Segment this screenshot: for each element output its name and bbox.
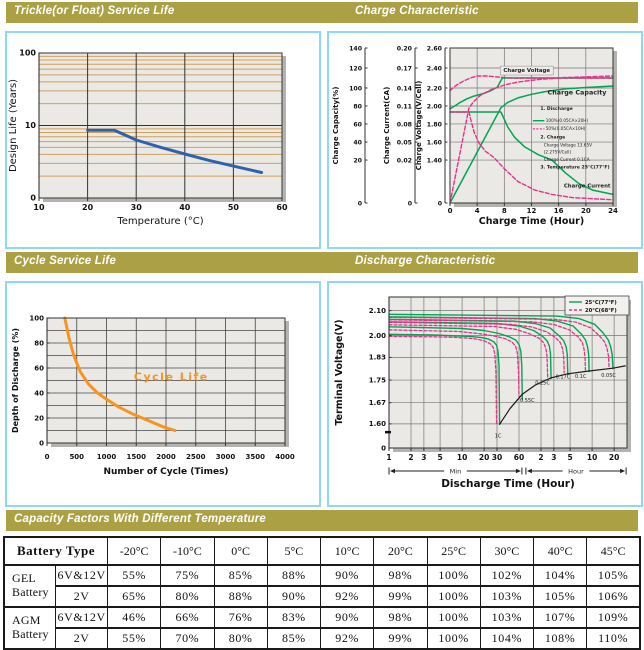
table-header-battery-type: Battery Type bbox=[4, 537, 108, 565]
cycle-service-life-panel bbox=[5, 281, 321, 507]
table-header-temp: 45°C bbox=[587, 537, 640, 565]
svg-text:0.1C: 0.1C bbox=[575, 373, 587, 380]
svg-text:1500: 1500 bbox=[126, 453, 146, 461]
svg-text:1. Discharge: 1. Discharge bbox=[540, 107, 573, 112]
capacity-factor-cell: 110% bbox=[587, 628, 640, 649]
svg-text:60: 60 bbox=[34, 364, 44, 373]
capacity-factor-cell: 90% bbox=[321, 607, 374, 628]
capacity-factor-cell: 98% bbox=[374, 607, 427, 628]
svg-text:Charge Voltage(V/Cell): Charge Voltage(V/Cell) bbox=[415, 80, 423, 171]
svg-text:0.02: 0.02 bbox=[396, 157, 412, 165]
svg-text:4000: 4000 bbox=[275, 453, 295, 461]
capacity-factor-cell: 70% bbox=[161, 628, 214, 649]
svg-text:20°C(68°F): 20°C(68°F) bbox=[585, 308, 617, 314]
capacity-factor-cell: 106% bbox=[587, 586, 640, 607]
svg-text:500: 500 bbox=[69, 453, 85, 461]
svg-text:1.83: 1.83 bbox=[368, 353, 386, 362]
svg-text:16: 16 bbox=[553, 207, 564, 215]
svg-text:0.20: 0.20 bbox=[396, 45, 412, 53]
svg-text:0.25C: 0.25C bbox=[535, 380, 550, 387]
cycle-service-life-chart bbox=[7, 283, 315, 501]
svg-text:40: 40 bbox=[353, 139, 362, 147]
capacity-factor-cell: 102% bbox=[480, 565, 533, 586]
svg-text:80: 80 bbox=[353, 103, 362, 111]
svg-text:Design Life (Years): Design Life (Years) bbox=[8, 78, 19, 173]
svg-text:Charge Current: Charge Current bbox=[563, 183, 611, 190]
svg-text:2: 2 bbox=[408, 453, 414, 462]
capacity-factor-cell: 105% bbox=[587, 565, 640, 586]
capacity-factor-cell: 83% bbox=[267, 607, 320, 628]
svg-text:2500: 2500 bbox=[186, 453, 206, 461]
svg-text:0: 0 bbox=[437, 200, 442, 208]
svg-text:1.60: 1.60 bbox=[368, 420, 386, 429]
svg-text:0.05: 0.05 bbox=[396, 139, 412, 147]
svg-text:100: 100 bbox=[19, 48, 36, 58]
battery-group-cell: AGM Battery bbox=[4, 607, 56, 649]
capacity-factor-cell: 104% bbox=[480, 628, 533, 649]
capacity-factor-cell: 76% bbox=[214, 607, 267, 628]
svg-text:8: 8 bbox=[501, 207, 507, 215]
svg-text:24: 24 bbox=[608, 207, 618, 215]
battery-voltage-cell: 2V bbox=[56, 628, 108, 649]
svg-text:140: 140 bbox=[349, 45, 362, 53]
svg-text:0.11: 0.11 bbox=[396, 103, 412, 111]
svg-text:0.17C: 0.17C bbox=[555, 374, 571, 381]
battery-group-cell: GEL Battery bbox=[4, 565, 56, 607]
table-header-temp: -10°C bbox=[161, 537, 214, 565]
svg-text:10: 10 bbox=[456, 453, 468, 462]
table-row bbox=[4, 607, 640, 628]
table-row bbox=[4, 628, 640, 649]
svg-text:1.60: 1.60 bbox=[426, 139, 442, 147]
capacity-factor-cell: 85% bbox=[214, 565, 267, 586]
table-row bbox=[4, 565, 640, 586]
svg-text:20: 20 bbox=[34, 414, 44, 423]
svg-text:1.40: 1.40 bbox=[426, 157, 442, 165]
svg-text:3. Temperature 25°C(77°F): 3. Temperature 25°C(77°F) bbox=[540, 165, 610, 171]
section-title-cycle-service-life: Cycle Service Life bbox=[14, 255, 117, 267]
svg-text:2000: 2000 bbox=[156, 453, 176, 461]
trickle-service-life-chart bbox=[7, 33, 315, 243]
svg-text:Depth of Discharge (%): Depth of Discharge (%) bbox=[11, 327, 20, 434]
discharge-characteristic-panel bbox=[327, 281, 643, 507]
svg-text:0.55C: 0.55C bbox=[520, 397, 535, 404]
capacity-factor-cell: 100% bbox=[427, 607, 480, 628]
capacity-factor-cell: 107% bbox=[534, 607, 587, 628]
table-header-temp: 20°C bbox=[374, 537, 427, 565]
svg-text:80: 80 bbox=[34, 339, 44, 348]
svg-text:60: 60 bbox=[513, 453, 525, 462]
svg-text:1.67: 1.67 bbox=[368, 399, 386, 407]
svg-text:50: 50 bbox=[227, 203, 239, 212]
capacity-factor-cell: 109% bbox=[587, 607, 640, 628]
svg-text:Number of Cycle (Times): Number of Cycle (Times) bbox=[103, 467, 229, 477]
capacity-factor-cell: 100% bbox=[427, 628, 480, 649]
table-header-temp: -20°C bbox=[108, 537, 161, 565]
svg-text:20: 20 bbox=[82, 203, 94, 212]
svg-text:20: 20 bbox=[478, 453, 490, 462]
svg-text:2.60: 2.60 bbox=[426, 45, 442, 53]
capacity-factor-cell: 90% bbox=[321, 565, 374, 586]
section-header-row2 bbox=[6, 252, 638, 273]
svg-text:0.08: 0.08 bbox=[396, 121, 412, 129]
capacity-factor-cell: 55% bbox=[108, 565, 161, 586]
svg-text:0.05C: 0.05C bbox=[601, 373, 616, 380]
svg-text:0: 0 bbox=[381, 444, 386, 453]
svg-text:0: 0 bbox=[407, 200, 412, 208]
svg-text:1.80: 1.80 bbox=[426, 121, 442, 129]
svg-text:60: 60 bbox=[276, 203, 288, 212]
capacity-factor-cell: 99% bbox=[374, 586, 427, 607]
table-header-temp: 30°C bbox=[480, 537, 533, 565]
svg-text:0.14: 0.14 bbox=[396, 85, 412, 93]
svg-text:20: 20 bbox=[580, 207, 591, 215]
capacity-factor-cell: 80% bbox=[161, 586, 214, 607]
trickle-service-life-panel bbox=[5, 31, 321, 249]
capacity-factor-cell: 103% bbox=[480, 586, 533, 607]
section-title-trickle-service-life: Trickle(or Float) Service Life bbox=[14, 5, 175, 17]
svg-text:10: 10 bbox=[24, 120, 36, 130]
svg-text:Temperature (°C): Temperature (°C) bbox=[117, 216, 204, 227]
table-header-temp: 25°C bbox=[427, 537, 480, 565]
capacity-factor-cell: 75% bbox=[161, 565, 214, 586]
capacity-factor-cell: 88% bbox=[214, 586, 267, 607]
capacity-factors-table-wrap bbox=[3, 536, 641, 650]
capacity-factor-cell: 90% bbox=[267, 586, 320, 607]
svg-text:0.17: 0.17 bbox=[396, 65, 412, 73]
section-header-row1 bbox=[6, 2, 638, 23]
battery-voltage-cell: 6V&12V bbox=[56, 565, 108, 586]
svg-text:Charge Voltage 13.65V: Charge Voltage 13.65V bbox=[543, 142, 592, 148]
capacity-factor-cell: 55% bbox=[108, 628, 161, 649]
capacity-factor-cell: 80% bbox=[214, 628, 267, 649]
svg-text:3: 3 bbox=[551, 453, 557, 462]
svg-text:0: 0 bbox=[44, 453, 50, 461]
capacity-factor-cell: 85% bbox=[267, 628, 320, 649]
table-row bbox=[4, 586, 640, 607]
discharge-characteristic-chart bbox=[329, 283, 637, 501]
charge-characteristic-panel bbox=[327, 31, 643, 249]
section-title-charge-characteristic: Charge Characteristic bbox=[355, 5, 479, 17]
svg-text:0: 0 bbox=[39, 439, 44, 448]
svg-text:Charge Capacity: Charge Capacity bbox=[547, 88, 607, 97]
capacity-factor-cell: 46% bbox=[108, 607, 161, 628]
svg-text:0: 0 bbox=[357, 200, 362, 208]
svg-text:40: 40 bbox=[34, 389, 44, 398]
capacity-factors-table bbox=[3, 536, 641, 650]
svg-text:2.20: 2.20 bbox=[426, 85, 442, 93]
svg-text:Hour: Hour bbox=[568, 467, 584, 476]
battery-voltage-cell: 6V&12V bbox=[56, 607, 108, 628]
svg-text:5: 5 bbox=[437, 453, 443, 462]
svg-text:120: 120 bbox=[349, 65, 362, 73]
svg-text:20: 20 bbox=[608, 453, 620, 462]
capacity-factor-cell: 100% bbox=[427, 565, 480, 586]
svg-text:4: 4 bbox=[474, 207, 480, 215]
svg-text:3000: 3000 bbox=[215, 453, 236, 461]
svg-text:2.40: 2.40 bbox=[426, 65, 442, 73]
svg-text:Cycle Life: Cycle Life bbox=[133, 370, 209, 384]
svg-text:5: 5 bbox=[567, 453, 573, 462]
svg-text:(2.275V/Cell): (2.275V/Cell) bbox=[543, 149, 572, 155]
table-header-temp: 10°C bbox=[321, 537, 374, 565]
svg-text:1000: 1000 bbox=[96, 453, 117, 461]
svg-text:100: 100 bbox=[29, 314, 44, 323]
svg-text:2.00: 2.00 bbox=[368, 331, 386, 340]
svg-text:1C: 1C bbox=[494, 433, 502, 440]
charge-characteristic-chart bbox=[329, 33, 637, 243]
svg-text:60: 60 bbox=[353, 121, 362, 129]
capacity-factor-cell: 108% bbox=[534, 628, 587, 649]
capacity-factor-cell: 65% bbox=[108, 586, 161, 607]
svg-text:Charge Time (Hour): Charge Time (Hour) bbox=[478, 216, 585, 227]
svg-text:3500: 3500 bbox=[245, 453, 265, 461]
svg-text:Charge Voltage: Charge Voltage bbox=[503, 68, 551, 75]
svg-text:30: 30 bbox=[130, 203, 142, 212]
svg-text:30: 30 bbox=[491, 453, 503, 462]
svg-text:1: 1 bbox=[386, 453, 392, 462]
section-header-capacity-table bbox=[6, 510, 638, 531]
capacity-factor-cell: 92% bbox=[321, 586, 374, 607]
svg-text:40: 40 bbox=[179, 203, 191, 212]
svg-text:20: 20 bbox=[353, 157, 362, 165]
capacity-factor-cell: 100% bbox=[427, 586, 480, 607]
svg-text:Min: Min bbox=[449, 467, 462, 476]
svg-text:Charge Current(CA): Charge Current(CA) bbox=[383, 86, 391, 165]
svg-text:2. Charge: 2. Charge bbox=[540, 135, 566, 141]
svg-text:100: 100 bbox=[349, 85, 362, 93]
capacity-factor-cell: 98% bbox=[374, 565, 427, 586]
svg-text:50%(0.05CA×10H): 50%(0.05CA×10H) bbox=[545, 126, 586, 132]
svg-text:12: 12 bbox=[526, 207, 537, 215]
svg-text:1.75: 1.75 bbox=[368, 376, 386, 385]
capacity-factor-cell: 88% bbox=[267, 565, 320, 586]
svg-text:Charge Current 0.1CA: Charge Current 0.1CA bbox=[543, 156, 590, 162]
table-header-temp: 40°C bbox=[534, 537, 587, 565]
capacity-factor-cell: 66% bbox=[161, 607, 214, 628]
svg-text:Discharge Time (Hour): Discharge Time (Hour) bbox=[441, 478, 575, 490]
capacity-factor-cell: 92% bbox=[321, 628, 374, 649]
svg-text:2: 2 bbox=[538, 453, 544, 462]
capacity-factor-cell: 105% bbox=[534, 586, 587, 607]
table-header-temp: 5°C bbox=[267, 537, 320, 565]
capacity-factor-cell: 99% bbox=[374, 628, 427, 649]
svg-text:2.10: 2.10 bbox=[368, 306, 386, 315]
section-title-capacity-factors: Capacity Factors With Different Temperature bbox=[14, 513, 266, 525]
svg-text:2.00: 2.00 bbox=[426, 103, 442, 111]
svg-text:100%(0.05CA×20H): 100%(0.05CA×20H) bbox=[545, 117, 589, 123]
section-title-discharge-characteristic: Discharge Characteristic bbox=[355, 255, 496, 267]
svg-text:0: 0 bbox=[447, 207, 453, 215]
svg-text:10: 10 bbox=[586, 453, 598, 462]
svg-text:3: 3 bbox=[421, 453, 427, 462]
svg-text:10: 10 bbox=[33, 203, 45, 212]
svg-text:25°C(77°F): 25°C(77°F) bbox=[585, 300, 617, 306]
battery-voltage-cell: 2V bbox=[56, 586, 108, 607]
capacity-factor-cell: 104% bbox=[534, 565, 587, 586]
table-header-temp: 0°C bbox=[214, 537, 267, 565]
capacity-factor-cell: 103% bbox=[480, 607, 533, 628]
svg-text:Charge Capacity(%): Charge Capacity(%) bbox=[332, 86, 340, 165]
svg-text:Terminal Voltage(V): Terminal Voltage(V) bbox=[334, 319, 345, 426]
svg-text:0: 0 bbox=[30, 193, 36, 203]
